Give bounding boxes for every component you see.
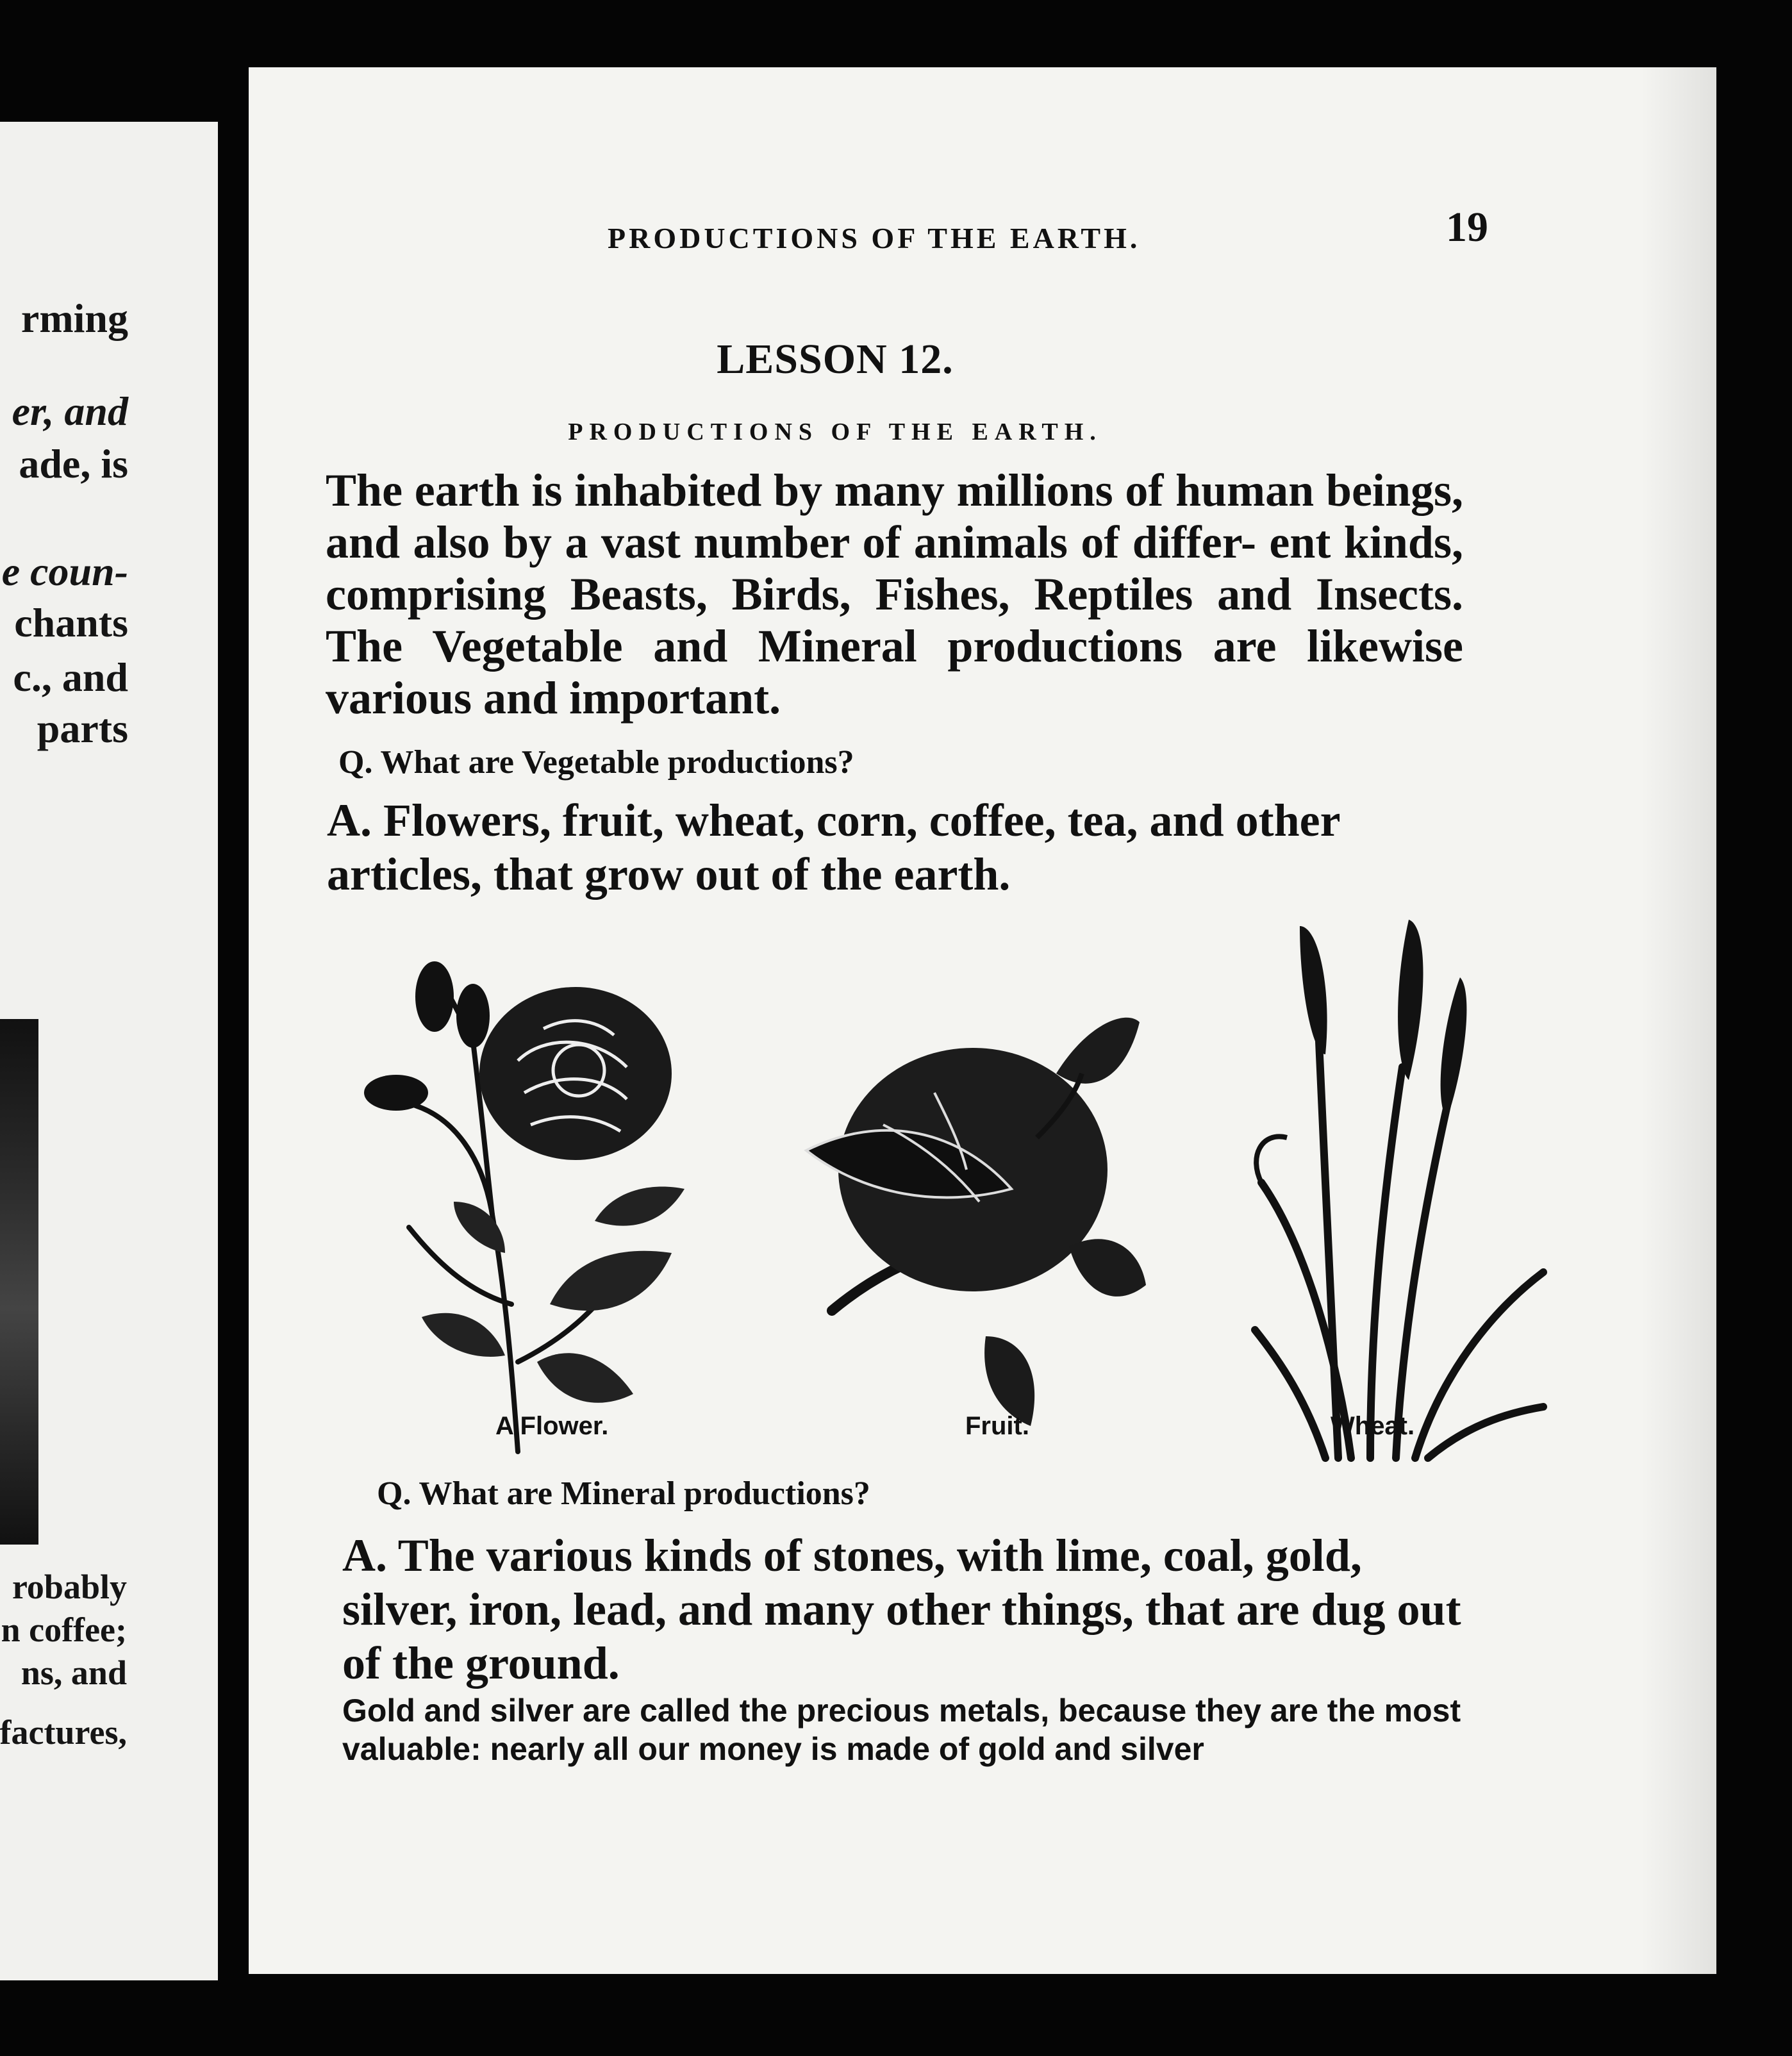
fruit-caption: Fruit.	[965, 1412, 1029, 1440]
running-head: PRODUCTIONS OF THE EARTH.	[608, 222, 1141, 254]
wheat-illustration	[1223, 913, 1556, 1464]
left-page-line: chants	[14, 600, 128, 645]
flower-caption: A Flower.	[495, 1412, 609, 1440]
page-number: 19	[1446, 204, 1488, 251]
flower-illustration	[326, 945, 723, 1471]
left-page-line: c., and	[13, 654, 128, 700]
lesson-title: LESSON 12.	[717, 336, 954, 383]
left-page-line: ns, and	[21, 1654, 127, 1692]
fruit-illustration	[793, 977, 1152, 1464]
left-page-engraving	[0, 1019, 38, 1545]
left-page-line: n coffee;	[1, 1611, 127, 1649]
answer-vegetable: A. Flowers, fruit, wheat, corn, coffee, tea, and other articles, that grow out of the earth.	[327, 795, 1340, 900]
left-page-line: parts	[37, 706, 128, 751]
left-page-line: rming	[21, 295, 128, 341]
left-page-line: factures,	[0, 1713, 127, 1752]
intro-paragraph: The earth is inhabited by many millions of human beings, and also by a vast number of animals of differ- ent kinds, comprising Beasts, Birds, Fishes, Reptiles and Insects. The Vegetable and Mineral productions are likewise various and important.	[326, 465, 1463, 724]
wheat-caption: Wheat.	[1331, 1412, 1415, 1440]
lesson-subtitle: PRODUCTIONS OF THE EARTH.	[568, 419, 1102, 445]
left-page-line: robably	[12, 1568, 127, 1606]
left-page-line: e coun-	[1, 549, 128, 594]
left-page-line: ade, is	[19, 441, 128, 486]
answer-mineral: A. The various kinds of stones, with lime, coal, gold, silver, iron, lead, and many other things, that are dug out of the ground.	[342, 1530, 1461, 1689]
page-edge-shadow	[1641, 67, 1718, 1974]
question-vegetable: Q. What are Vegetable productions?	[338, 744, 854, 781]
question-mineral: Q. What are Mineral productions?	[377, 1475, 870, 1512]
footnote-paragraph: Gold and silver are called the precious metals, because they are the most valuable: nearly all our money is made of gold and silver	[342, 1693, 1461, 1767]
left-page-line: er, and	[12, 388, 128, 434]
left-facing-page	[0, 122, 218, 1980]
book-page	[249, 67, 1716, 1974]
